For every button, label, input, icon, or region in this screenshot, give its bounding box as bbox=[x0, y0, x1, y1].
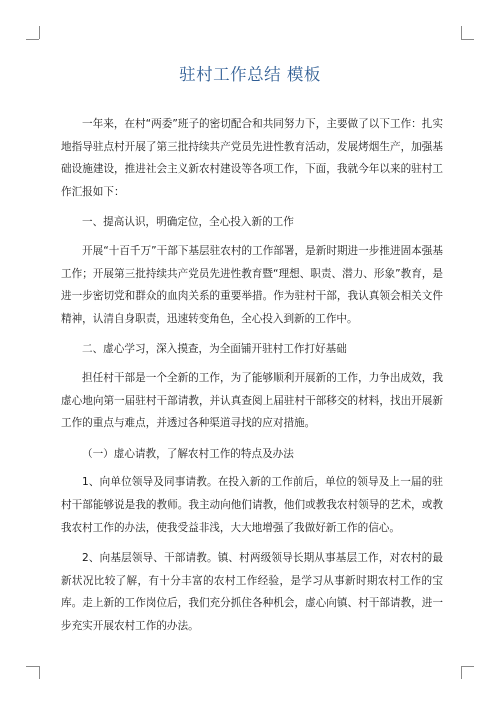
body-paragraph: 2、向基层领导、干部请教。镇、村两级领导长期从事基层工作，对农村的最新状况比较了解，有十分丰富的农村工作经验，是学习从事新时期农村工作的宝库。走上新的工作岗位后，我们充分抓住各种机会，虚心向镇、村干部请教，进一步充实开展农村工作的办法。 bbox=[61, 552, 443, 632]
body-paragraph: 开展“十百千万”干部下基层驻农村的工作部署，是新时期进一步推进固本强基工作；开展第三批持续共产党员先进性教育暨“理想、职责、潜力、形象”教育，是进一步密切党和群众的血肉关系的重要举措。作为驻村干部，我认真领会相关文件精神，认清自身职责，迅速转变角色，全心投入到新的工作中。 bbox=[61, 244, 443, 325]
intro-paragraph: 一年来，在村“两委”班子的密切配合和共同努力下，主要做了以下工作：扎实地指导驻点村开展了第三批持续共产党员先进性教育活动，发展烤烟生产，加强基础设施建设，推进社会主义新农村建设等各项工作，下面，我就今年以来的驻村工作汇报如下： bbox=[61, 118, 443, 198]
document-body bbox=[61, 113, 443, 645]
section-heading-2: 二、虚心学习，深入摸查，为全面铺开驻村工作打好基础 bbox=[82, 343, 347, 356]
body-paragraph: 1、向单位领导及同事请教。在投入新的工作前后，单位的领导及上一届的驻村干部能够说是我的教师。我主动向他们请教，他们或教我农村领导的艺术，或教我农村工作的办法，使我受益非浅，大大地增强了我做好新工作的信心。 bbox=[61, 476, 443, 534]
section-heading-1: 一、提高认识，明确定位，全心投入新的工作 bbox=[82, 216, 294, 229]
document-title: 驻村工作总结 模板 bbox=[179, 65, 321, 84]
body-paragraph: 担任村干部是一个全新的工作，为了能够顺利开展新的工作，力争出成效，我虚心地向第一届驻村干部请教，并认真查阅上届驻村干部移交的材料，找出开展新工作的重点与难点，并透过各种渠道寻找的应对措施。 bbox=[61, 371, 443, 430]
subsection-heading-1: （一）虚心请教，了解农村工作的特点及办法 bbox=[82, 447, 294, 460]
